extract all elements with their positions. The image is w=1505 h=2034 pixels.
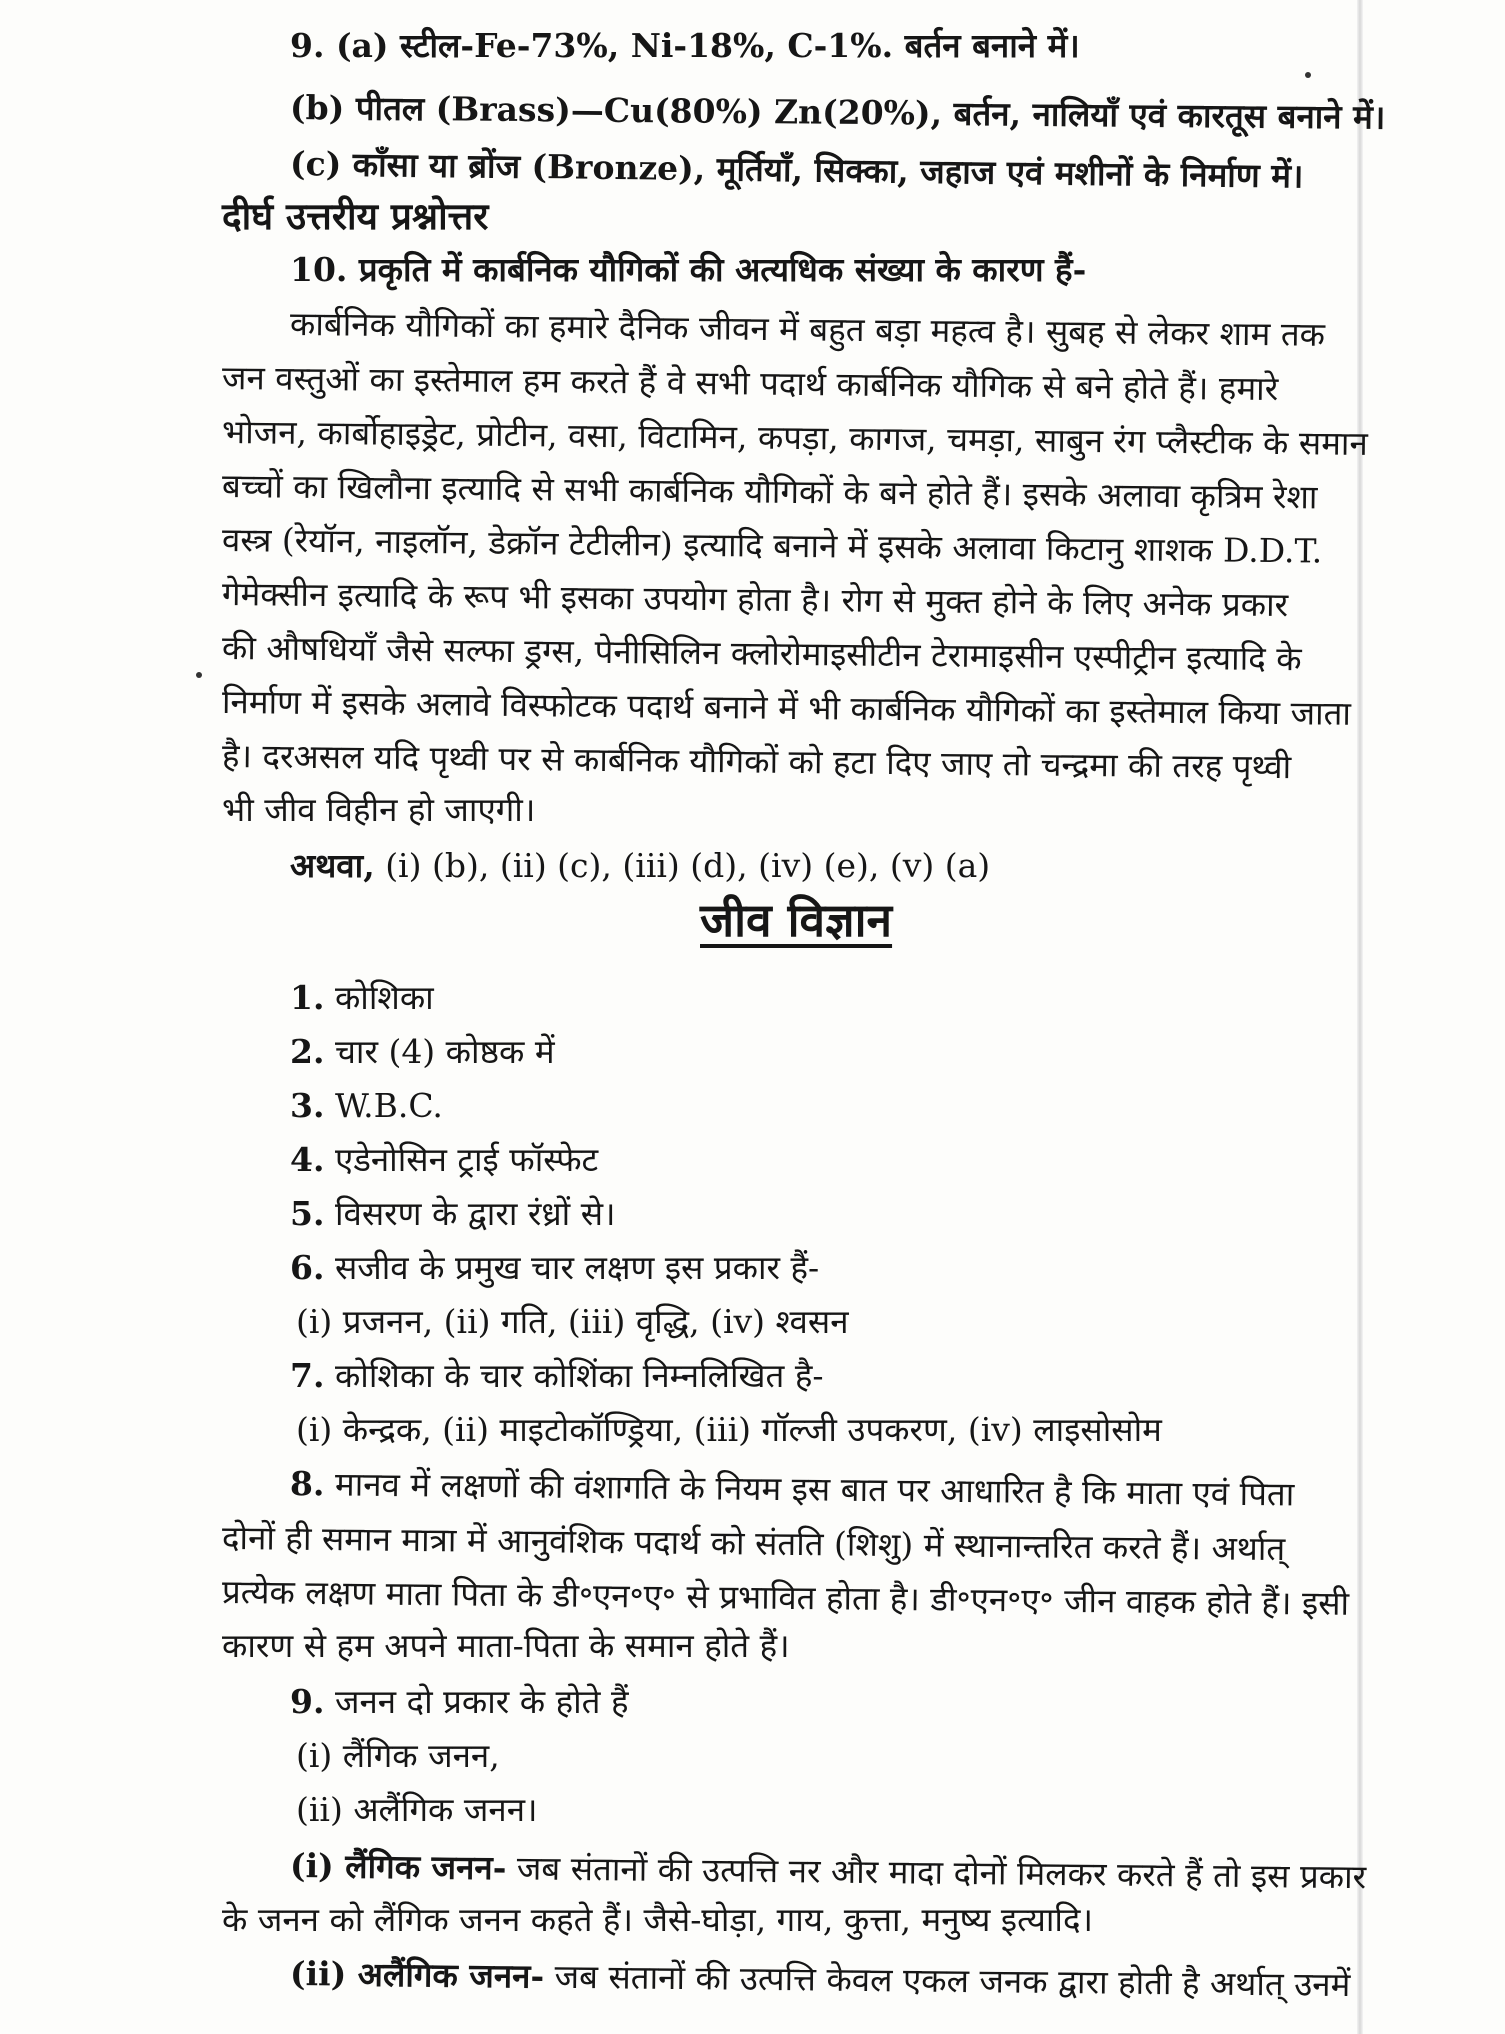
answer-text: मानव में लक्षणों की वंशागति के नियम इस बात पर आधारित है कि माता एवं पिता xyxy=(334,1464,1295,1514)
answer-number: 9. xyxy=(290,1682,325,1721)
q10-line: भोजन, कार्बोहाइड्रेट, प्रोटीन, वसा, विटामिन, कपड़ा, कागज, चमड़ा, साबुन रंग प्लैस्टीक के समान xyxy=(221,412,1368,463)
athva-answers: (i) (b), (ii) (c), (iii) (d), (iv) (e), (v) (a) xyxy=(385,846,991,885)
bio-answer-4 xyxy=(290,1136,598,1184)
q9-c: (c) काँसा या ब्रोंज (Bronze), मूर्तियाँ, सिक्का, जहाज एवं मशीनों के निर्माण में। xyxy=(289,144,1304,196)
answer-text: कोशिका xyxy=(334,978,434,1017)
bio-answer-8 xyxy=(290,1460,1295,1519)
answer-text: W.B.C. xyxy=(334,1086,443,1125)
athva-row xyxy=(290,842,990,890)
bio-answer-8-line: कारण से हम अपने माता-पिता के समान होते हैं। xyxy=(222,1626,790,1665)
q10-line: भी जीव विहीन हो जाएगी। xyxy=(222,790,536,829)
q10-line: निर्माण में इसके अलावे विस्फोटक पदार्थ बनाने में भी कार्बनिक यौगिकों का इस्तेमाल किया जाता xyxy=(221,682,1352,733)
section-heading: दीर्घ उत्तरीय प्रश्नोत्तर xyxy=(222,194,489,238)
answer-text: कोशिका के चार कोशिंका निम्नलिखित है- xyxy=(334,1356,824,1395)
term-label: (ii) अलैंगिक जनन- xyxy=(289,1954,545,1996)
bio-answer-3 xyxy=(290,1082,443,1130)
q10-line: कार्बनिक यौगिकों का हमारे दैनिक जीवन में बहुत बड़ा महत्व है। सुबह से लेकर शाम तक xyxy=(289,304,1326,354)
term-text: जब संतानों की उत्पत्ति केवल एकल जनक द्वारा होती है अर्थात् उनमें xyxy=(554,1956,1351,2005)
q10-line: गेमेक्सीन इत्यादि के रूप भी इसका उपयोग होता है। रोग से मुक्त होने के लिए अनेक प्रकार xyxy=(221,574,1289,625)
bio-answer-1 xyxy=(290,974,434,1022)
sexual-reproduction-line: के जनन को लैंगिक जनन कहते हैं। जैसे-घोड़ा, गाय, कुत्ता, मनुष्य इत्यादि। xyxy=(222,1900,1093,1939)
sexual-reproduction-para xyxy=(290,1842,1367,1901)
bio-answer-8-line: दोनों ही समान मात्रा में आनुवंशिक पदार्थ को संतति (शिशु) में स्थानान्तरित करते हैं। अर्थात् xyxy=(221,1518,1286,1569)
answer-text: जनन दो प्रकार के होते हैं xyxy=(334,1682,629,1721)
bio-answer-7 xyxy=(290,1352,824,1400)
answer-text: चार (4) कोष्ठक में xyxy=(334,1032,555,1071)
q9-a: 9. (a) स्टील-Fe-73%, Ni-18%, C-1%. बर्तन बनाने में। xyxy=(290,26,1080,65)
answer-number: 4. xyxy=(290,1140,325,1179)
answer-text: विसरण के द्वारा रंध्रों से। xyxy=(334,1194,616,1233)
answer-number: 2. xyxy=(290,1032,325,1071)
q10-line: जन वस्तुओं का इस्तेमाल हम करते हैं वे सभी पदार्थ कार्बनिक यौगिक से बने होते हैं। हमारे xyxy=(221,358,1279,409)
q10-line: वस्त्र (रेयॉन, नाइलॉन, डेक्रॉन टेटीलीन) इत्यादि बनाने में इसके अलावा किटानु शाशक D.D.T. xyxy=(221,520,1323,571)
bio-answer-6 xyxy=(290,1244,819,1292)
athva-label: अथवा, xyxy=(290,846,375,885)
q10-line: बच्चों का खिलौना इत्यादि से सभी कार्बनिक यौगिकों के बने होते हैं। इसके अलावा कृत्रिम रेशा xyxy=(221,466,1318,517)
answer-number: 5. xyxy=(290,1194,325,1233)
answer-number: 3. xyxy=(290,1086,325,1125)
bio-answer-5 xyxy=(290,1190,616,1238)
answer-number: 1. xyxy=(290,978,325,1017)
answer-number: 6. xyxy=(290,1248,325,1287)
bio-answer-8-line: प्रत्येक लक्षण माता पिता के डी॰एन॰ए॰ से प्रभावित होता है। डी॰एन॰ए॰ जीन वाहक होते हैं। इसी xyxy=(221,1572,1350,1623)
q10-line: 10. प्रकृति में कार्बनिक यौगिकों की अत्यधिक संख्या के कारण हैं- xyxy=(290,250,1087,289)
biology-title: जीव विज्ञान xyxy=(700,893,893,947)
term-label: (i) लैंगिक जनन- xyxy=(289,1846,507,1888)
bio-answer-2 xyxy=(290,1028,555,1076)
asexual-reproduction-para xyxy=(290,1950,1351,2009)
bio-answer-9-ii: (ii) अलैंगिक जनन। xyxy=(296,1790,538,1829)
bio-answer-7-list: (i) केन्द्रक, (ii) माइटोकॉण्ड्रिया, (iii) गॉल्जी उपकरण, (iv) लाइसोसोम xyxy=(296,1410,1162,1449)
q9-b: (b) पीतल (Brass)—Cu(80%) Zn(20%), बर्तन, नालियाँ एवं कारतूस बनाने में। xyxy=(289,88,1386,137)
term-text: जब संतानों की उत्पत्ति नर और मादा दोनों मिलकर करते हैं तो इस प्रकार xyxy=(516,1848,1367,1897)
q10-line: है। दरअसल यदि पृथ्वी पर से कार्बनिक यौगिकों को हटा दिए जाए तो चन्द्रमा की तरह पृथ्वी xyxy=(221,736,1292,787)
answer-text: एडेनोसिन ट्राई फॉस्फेट xyxy=(334,1140,599,1179)
answer-number: 8. xyxy=(289,1464,325,1504)
bio-answer-6-list: (i) प्रजनन, (ii) गति, (iii) वृद्धि, (iv) श्वसन xyxy=(296,1302,849,1341)
answer-text: सजीव के प्रमुख चार लक्षण इस प्रकार हैं- xyxy=(334,1248,820,1287)
page-binding-shadow xyxy=(1357,0,1363,2034)
answer-number: 7. xyxy=(290,1356,325,1395)
ink-dot xyxy=(196,672,202,678)
ink-dot xyxy=(1305,72,1311,78)
bio-answer-9-i: (i) लैंगिक जनन, xyxy=(296,1736,500,1775)
q10-line: की औषधियाँ जैसे सल्फा ड्रग्स, पेनीसिलिन क्लोरोमाइसीटीन टेरामाइसीन एस्पीट्रीन इत्यादि के xyxy=(221,628,1302,679)
bio-answer-9 xyxy=(290,1678,629,1726)
